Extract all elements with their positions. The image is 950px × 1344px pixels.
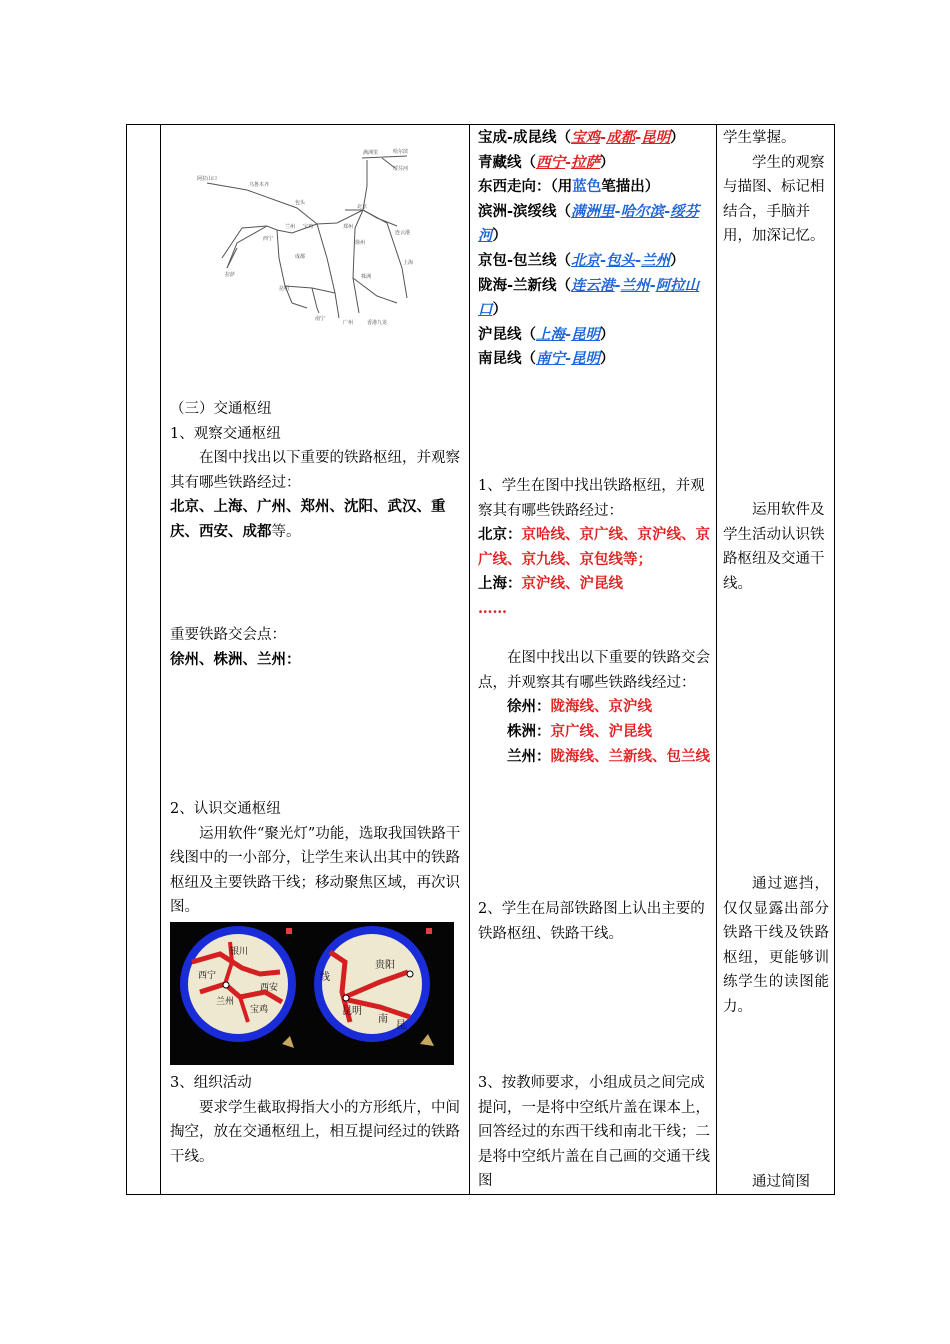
intent-1: 学生掌握。 <box>723 130 796 146</box>
hub-beijing: 北京：京哈线、京广线、京沪线、京广线、京九线、京包线等； <box>478 526 710 568</box>
sketch-label: 南宁 <box>315 316 326 322</box>
student-step3 <box>478 1071 710 1194</box>
spot-label: 昆明 <box>342 1006 362 1017</box>
sketch-label: 北京 <box>357 204 368 210</box>
step1-cities <box>170 495 464 544</box>
sketch-label: 株洲 <box>361 274 372 280</box>
column-design-intent <box>723 126 829 249</box>
sketch-label: 宝鸡 <box>303 224 314 230</box>
sketch-label: 绥芬河 <box>393 166 409 172</box>
hub-ellipsis: …… <box>478 599 507 617</box>
line-longhai-lanxin: 陇海-兰新线（连云港-兰州-阿拉山口） <box>478 276 700 319</box>
student-step2-text: 2、学生在局部铁路图上认出主要的铁路枢纽、铁路干线。 <box>478 901 705 942</box>
east-west-heading: 东西走向：（用蓝色笔描出） <box>478 178 660 196</box>
intent-4-block <box>723 872 829 1020</box>
column-teacher-activity <box>170 397 464 545</box>
spot-label: 兰州 <box>216 997 235 1007</box>
spot-label: 贵阳 <box>375 960 395 971</box>
sketch-label: 成都 <box>295 254 306 260</box>
spot-label: 西安 <box>260 983 279 993</box>
line-baocheng-chengkun: 宝成-成昆线（宝鸡-成都-昆明） <box>478 129 685 146</box>
hub-intro: 1、学生在图中找出铁路枢纽，并观察其有哪些铁路经过： <box>478 478 705 519</box>
junction-intro: 在图中找出以下重要的铁路交会点，并观察其有哪些铁路线经过： <box>478 650 710 691</box>
line-jingbao-baolan: 京包-包兰线（北京-包头-兰州） <box>478 251 685 269</box>
sketch-label: 哈尔滨 <box>393 149 409 155</box>
sketch-label: 阿拉山口 <box>197 176 218 182</box>
table-border-top <box>126 124 835 125</box>
line-hukun: 沪昆线（上海-昆明） <box>478 325 615 343</box>
heading-hub: （三）交通枢纽 <box>170 401 272 417</box>
step3-block <box>170 1071 464 1169</box>
student-hub-block <box>478 474 710 769</box>
line-qingzang: 青藏线（西宁-拉萨） <box>478 153 615 171</box>
junction-label: 重要铁路交会点： <box>170 627 286 643</box>
junction-block <box>170 623 464 672</box>
step2-text: 运用软件“聚光灯”功能，选取我国铁路干线图中的一小部分，让学生来认出其中的铁路枢纽及主要铁路干线；移动聚焦区域，再次识图。 <box>170 825 461 916</box>
student-step2 <box>478 897 710 946</box>
intent-5: 通过简图 <box>752 1174 810 1190</box>
sketch-label: 拉萨 <box>225 272 236 278</box>
column-student-activity <box>478 126 710 372</box>
sketch-label: 西宁 <box>263 236 274 242</box>
step1-title: 1、观察交通枢纽 <box>170 425 281 442</box>
spotlight-screenshot-image <box>170 922 454 1065</box>
spot-label: 西宁 <box>198 971 217 981</box>
sketch-label: 连云港 <box>395 230 411 236</box>
table-divider-2 <box>469 124 470 1195</box>
spotlight-icon[interactable] <box>282 1036 294 1048</box>
intent-5-block <box>723 1170 829 1195</box>
sketch-label: 香港九龙 <box>367 320 388 326</box>
sketch-label: 徐州 <box>355 240 366 246</box>
junction-zhuzhou: 株洲：京广线、沪昆线 <box>507 722 652 740</box>
junction-lanzhou: 兰州：陇海线、兰新线、包兰线 <box>507 747 710 765</box>
line-binzhou-binsui: 滨洲-滨绥线（满洲里-哈尔滨-绥芬河） <box>478 202 700 245</box>
intent-3: 运用软件及学生活动认识铁路枢纽及交通干线。 <box>723 502 825 592</box>
junction-cities: 徐州、株洲、兰州： <box>170 650 301 668</box>
hub-city-suffix: 等。 <box>271 523 301 540</box>
spot-label: 宝鸡 <box>250 1005 269 1015</box>
close-icon[interactable] <box>286 928 292 934</box>
sketch-label: 包头 <box>295 200 306 206</box>
spot-label: 昆 <box>396 1020 406 1031</box>
sketch-label: 满洲里 <box>363 150 379 156</box>
spot-label: 线 <box>320 972 330 983</box>
spotlight-right <box>314 926 434 1046</box>
step1-text: 在图中找出以下重要的铁路枢纽，并观察其有哪些铁路经过： <box>170 450 460 491</box>
table-border-right <box>834 124 835 1195</box>
step2-title: 2、认识交通枢纽 <box>170 801 281 817</box>
junction-xuzhou: 徐州：陇海线、京沪线 <box>507 698 652 716</box>
hub-city-list: 北京、上海、广州、郑州、沈阳、武汉、重庆、西安、成都 <box>170 498 446 540</box>
hub-shanghai: 上海：京沪线、沪昆线 <box>478 575 623 593</box>
spotlight-icon[interactable] <box>420 1034 434 1046</box>
sketch-label: 乌鲁木齐 <box>249 182 270 188</box>
line-nankun: 南昆线（南宁-昆明） <box>478 350 615 368</box>
intent-3-block <box>723 498 829 596</box>
spot-label: 南 <box>378 1014 388 1025</box>
step3-text: 要求学生截取拇指大小的方形纸片，中间掏空，放在交通枢纽上，相互提问经过的铁路干线。 <box>170 1099 460 1165</box>
student-step3-text: 3、按教师要求，小组成员之间完成提问，一是将中空纸片盖在课本上，回答经过的东西干线和南北干线；二是将中空纸片盖在自己画的交通干线图 <box>478 1075 710 1190</box>
spot-label: 银川 <box>230 947 249 957</box>
intent-2: 学生的观察与描图、标记相结合，手脑并用，加深记忆。 <box>723 154 825 245</box>
table-divider-1 <box>160 124 161 1195</box>
spotlight-left <box>180 926 296 1048</box>
sketch-label: 兰州 <box>285 224 296 230</box>
sketch-label: 昆明 <box>279 286 290 292</box>
sketch-label: 郑州 <box>343 224 354 230</box>
step2-block <box>170 797 464 920</box>
table-border-left <box>126 124 127 1195</box>
table-divider-3 <box>716 124 717 1195</box>
intent-4: 通过遮挡，仅仅显露出部分铁路干线及铁路枢纽，更能够训练学生的读图能力。 <box>723 876 829 1015</box>
close-icon[interactable] <box>426 928 432 934</box>
step3-title: 3、组织活动 <box>170 1075 252 1091</box>
sketch-label: 广州 <box>343 320 354 326</box>
railway-sketch-image <box>167 128 463 376</box>
sketch-label: 上海 <box>403 260 414 266</box>
